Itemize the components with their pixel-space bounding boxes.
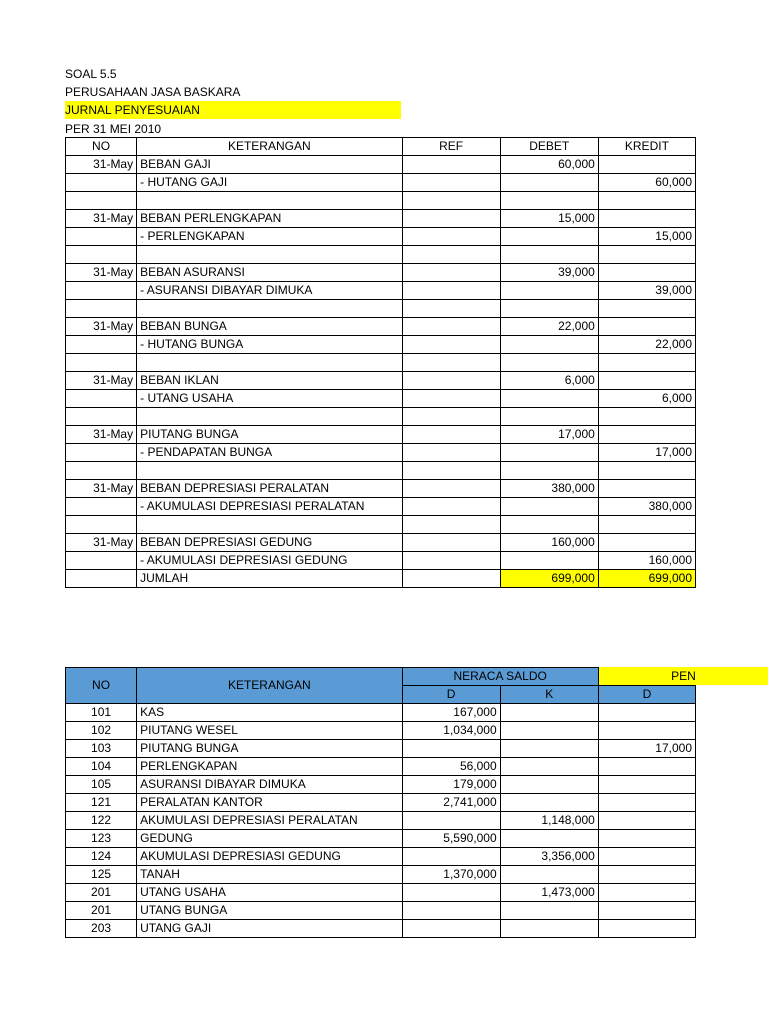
ws-penyesuaian-debit-cell [598, 830, 695, 848]
ws-account-no-cell: 105 [66, 776, 137, 794]
journal-desc-cell: - AKUMULASI DEPRESIASI PERALATAN [137, 498, 402, 516]
ws-neraca-credit-cell: 1,473,000 [500, 884, 598, 902]
journal-credit-cell: 22,000 [598, 336, 695, 354]
ws-penyesuaian-debit-cell [598, 794, 695, 812]
journal-desc-cell: - HUTANG BUNGA [137, 336, 402, 354]
ws-header-keterangan: KETERANGAN [137, 668, 402, 704]
worksheet-row [66, 722, 696, 740]
journal-row [66, 498, 696, 516]
ws-account-no-cell: 122 [66, 812, 137, 830]
col-header-keterangan: KETERANGAN [137, 138, 402, 156]
ws-neraca-debit-cell: 1,370,000 [402, 866, 500, 884]
adjusting-journal-table [65, 137, 696, 588]
journal-desc-cell: - PERLENGKAPAN [137, 228, 402, 246]
ws-neraca-debit-cell: 167,000 [402, 704, 500, 722]
journal-no-cell [66, 444, 137, 462]
ws-account-no-cell: 103 [66, 740, 137, 758]
journal-ref-cell [402, 210, 500, 228]
journal-debit-cell: 39,000 [500, 264, 598, 282]
journal-row [66, 408, 696, 426]
worksheet-row [66, 704, 696, 722]
ws-neraca-credit-cell: 3,356,000 [500, 848, 598, 866]
journal-ref-cell [402, 156, 500, 174]
period-label: PER 31 MEI 2010 [65, 122, 162, 136]
journal-row [66, 174, 696, 192]
journal-no-cell: 31-May [66, 426, 137, 444]
journal-row [66, 426, 696, 444]
journal-debit-cell: 6,000 [500, 372, 598, 390]
col-header-debet: DEBET [500, 138, 598, 156]
journal-row [66, 354, 696, 372]
journal-desc-cell [137, 462, 402, 480]
ws-neraca-credit-cell [500, 866, 598, 884]
ws-account-name-cell: UTANG GAJI [137, 920, 402, 938]
worksheet-row [66, 794, 696, 812]
journal-header-row [66, 138, 696, 156]
ws-header-penyesuaian: PEN [599, 667, 768, 685]
journal-no-cell: 31-May [66, 318, 137, 336]
ws-header-no: NO [66, 668, 137, 704]
journal-no-cell: 31-May [66, 480, 137, 498]
journal-total-row [66, 570, 696, 588]
journal-ref-cell [402, 444, 500, 462]
journal-debit-cell [500, 282, 598, 300]
journal-no-cell [66, 192, 137, 210]
journal-ref-cell [402, 552, 500, 570]
worksheet-row [66, 758, 696, 776]
journal-ref-cell [402, 390, 500, 408]
journal-credit-cell [598, 246, 695, 264]
journal-no-cell [66, 174, 137, 192]
ws-account-name-cell: AKUMULASI DEPRESIASI PERALATAN [137, 812, 402, 830]
ws-header-penyesuaian-d: D [598, 686, 695, 704]
journal-desc-cell: BEBAN DEPRESIASI GEDUNG [137, 534, 402, 552]
ws-header-neraca-d: D [402, 686, 500, 704]
ws-account-name-cell: GEDUNG [137, 830, 402, 848]
journal-ref-cell [402, 480, 500, 498]
journal-debit-cell [500, 228, 598, 246]
journal-no-cell [66, 246, 137, 264]
journal-ref-cell [402, 498, 500, 516]
journal-no-cell: 31-May [66, 210, 137, 228]
journal-row [66, 552, 696, 570]
journal-credit-cell: 6,000 [598, 390, 695, 408]
journal-row [66, 210, 696, 228]
journal-desc-cell: BEBAN BUNGA [137, 318, 402, 336]
ws-neraca-debit-cell [402, 812, 500, 830]
ws-neraca-credit-cell [500, 776, 598, 794]
journal-desc-cell: BEBAN GAJI [137, 156, 402, 174]
journal-no-cell: 31-May [66, 534, 137, 552]
journal-debit-cell: 22,000 [500, 318, 598, 336]
journal-total-credit: 699,000 [598, 570, 695, 588]
ws-neraca-debit-cell [402, 848, 500, 866]
journal-desc-cell [137, 192, 402, 210]
journal-credit-cell [598, 462, 695, 480]
journal-no-cell [66, 228, 137, 246]
ws-neraca-credit-cell [500, 902, 598, 920]
ws-neraca-debit-cell [402, 884, 500, 902]
journal-debit-cell [500, 516, 598, 534]
journal-ref-cell [402, 318, 500, 336]
journal-debit-cell: 60,000 [500, 156, 598, 174]
ws-penyesuaian-debit-cell [598, 848, 695, 866]
journal-credit-cell: 15,000 [598, 228, 695, 246]
worksheet-table [65, 667, 696, 938]
ws-header-neraca-k: K [500, 686, 598, 704]
col-header-no: NO [66, 138, 137, 156]
ws-neraca-credit-cell [500, 758, 598, 776]
journal-ref-cell [402, 228, 500, 246]
worksheet-row [66, 812, 696, 830]
ws-penyesuaian-debit-cell [598, 776, 695, 794]
journal-credit-cell [598, 210, 695, 228]
journal-debit-cell: 17,000 [500, 426, 598, 444]
ws-penyesuaian-debit-cell [598, 704, 695, 722]
journal-row [66, 516, 696, 534]
journal-row [66, 192, 696, 210]
worksheet-row [66, 740, 696, 758]
ws-account-name-cell: PIUTANG WESEL [137, 722, 402, 740]
ws-account-no-cell: 104 [66, 758, 137, 776]
journal-no-cell [66, 462, 137, 480]
journal-credit-cell: 39,000 [598, 282, 695, 300]
ws-neraca-debit-cell: 2,741,000 [402, 794, 500, 812]
journal-row [66, 156, 696, 174]
journal-credit-cell [598, 534, 695, 552]
ws-account-name-cell: PERLENGKAPAN [137, 758, 402, 776]
journal-no-cell [66, 300, 137, 318]
ws-neraca-credit-cell [500, 722, 598, 740]
ws-account-name-cell: UTANG USAHA [137, 884, 402, 902]
ws-account-no-cell: 201 [66, 884, 137, 902]
ws-neraca-credit-cell [500, 830, 598, 848]
journal-ref-cell [402, 408, 500, 426]
ws-neraca-credit-cell [500, 704, 598, 722]
ws-neraca-debit-cell [402, 902, 500, 920]
ws-penyesuaian-debit-cell [598, 812, 695, 830]
ws-account-no-cell: 125 [66, 866, 137, 884]
journal-ref-cell [402, 426, 500, 444]
journal-row [66, 264, 696, 282]
journal-ref-cell [402, 534, 500, 552]
journal-debit-cell: 160,000 [500, 534, 598, 552]
ws-penyesuaian-debit-cell [598, 866, 695, 884]
journal-debit-cell: 15,000 [500, 210, 598, 228]
journal-credit-cell: 17,000 [598, 444, 695, 462]
journal-credit-cell: 60,000 [598, 174, 695, 192]
journal-debit-cell [500, 552, 598, 570]
soal-label: SOAL 5.5 [65, 67, 117, 81]
journal-no-cell [66, 336, 137, 354]
ws-neraca-debit-cell [402, 920, 500, 938]
journal-no-cell [66, 552, 137, 570]
journal-credit-cell [598, 516, 695, 534]
ws-penyesuaian-debit-cell [598, 722, 695, 740]
ws-account-name-cell: PERALATAN KANTOR [137, 794, 402, 812]
journal-credit-cell [598, 300, 695, 318]
journal-ref-cell [402, 462, 500, 480]
journal-debit-cell [500, 354, 598, 372]
journal-desc-cell [137, 354, 402, 372]
journal-desc-cell: - AKUMULASI DEPRESIASI GEDUNG [137, 552, 402, 570]
journal-credit-cell: 160,000 [598, 552, 695, 570]
journal-desc-cell: BEBAN DEPRESIASI PERALATAN [137, 480, 402, 498]
ws-account-no-cell: 124 [66, 848, 137, 866]
ws-penyesuaian-debit-cell [598, 758, 695, 776]
ws-account-name-cell: AKUMULASI DEPRESIASI GEDUNG [137, 848, 402, 866]
ws-account-no-cell: 102 [66, 722, 137, 740]
journal-no-cell: 31-May [66, 372, 137, 390]
ws-account-name-cell: PIUTANG BUNGA [137, 740, 402, 758]
journal-credit-cell: 380,000 [598, 498, 695, 516]
ws-account-name-cell: KAS [137, 704, 402, 722]
journal-no-cell: 31-May [66, 264, 137, 282]
ws-header-neraca-saldo: NERACA SALDO [402, 668, 598, 686]
ws-account-no-cell: 121 [66, 794, 137, 812]
ws-penyesuaian-debit-cell [598, 920, 695, 938]
journal-row [66, 300, 696, 318]
journal-row [66, 228, 696, 246]
journal-desc-cell: - PENDAPATAN BUNGA [137, 444, 402, 462]
journal-credit-cell [598, 372, 695, 390]
journal-debit-cell [500, 444, 598, 462]
journal-desc-cell: - UTANG USAHA [137, 390, 402, 408]
journal-ref-cell [402, 300, 500, 318]
journal-title: JURNAL PENYESUAIAN [65, 101, 401, 119]
ws-neraca-credit-cell [500, 920, 598, 938]
journal-desc-cell [137, 408, 402, 426]
journal-debit-cell [500, 390, 598, 408]
company-name: PERUSAHAAN JASA BASKARA [65, 85, 241, 99]
journal-ref-cell [402, 192, 500, 210]
journal-desc-cell: - HUTANG GAJI [137, 174, 402, 192]
journal-credit-cell [598, 426, 695, 444]
journal-credit-cell [598, 318, 695, 336]
journal-desc-cell [137, 300, 402, 318]
worksheet-row [66, 866, 696, 884]
ws-neraca-debit-cell [402, 740, 500, 758]
journal-row [66, 444, 696, 462]
worksheet-row [66, 830, 696, 848]
ws-penyesuaian-debit-cell [598, 884, 695, 902]
journal-row [66, 480, 696, 498]
worksheet-row [66, 902, 696, 920]
journal-row [66, 282, 696, 300]
ws-neraca-debit-cell: 1,034,000 [402, 722, 500, 740]
journal-ref-cell [402, 174, 500, 192]
journal-desc-cell [137, 246, 402, 264]
journal-credit-cell [598, 156, 695, 174]
journal-credit-cell [598, 480, 695, 498]
journal-desc-cell: - ASURANSI DIBAYAR DIMUKA [137, 282, 402, 300]
journal-debit-cell [500, 300, 598, 318]
worksheet-row [66, 920, 696, 938]
ws-neraca-debit-cell: 56,000 [402, 758, 500, 776]
journal-no-cell: 31-May [66, 156, 137, 174]
ws-neraca-debit-cell: 179,000 [402, 776, 500, 794]
ws-account-name-cell: UTANG BUNGA [137, 902, 402, 920]
journal-debit-cell [500, 408, 598, 426]
journal-row [66, 462, 696, 480]
journal-debit-cell: 380,000 [500, 480, 598, 498]
journal-ref-cell [402, 246, 500, 264]
ws-account-no-cell: 201 [66, 902, 137, 920]
journal-desc-cell: PIUTANG BUNGA [137, 426, 402, 444]
journal-row [66, 372, 696, 390]
col-header-kredit: KREDIT [598, 138, 695, 156]
worksheet-row [66, 848, 696, 866]
journal-credit-cell [598, 264, 695, 282]
journal-no-cell [66, 354, 137, 372]
journal-debit-cell [500, 462, 598, 480]
col-header-ref: REF [402, 138, 500, 156]
journal-total-ref [402, 570, 500, 588]
ws-account-name-cell: TANAH [137, 866, 402, 884]
ws-account-name-cell: ASURANSI DIBAYAR DIMUKA [137, 776, 402, 794]
worksheet-row [66, 884, 696, 902]
journal-desc-cell: BEBAN IKLAN [137, 372, 402, 390]
journal-credit-cell [598, 354, 695, 372]
journal-row [66, 390, 696, 408]
journal-desc-cell: BEBAN ASURANSI [137, 264, 402, 282]
journal-ref-cell [402, 516, 500, 534]
journal-ref-cell [402, 354, 500, 372]
ws-penyesuaian-debit-cell: 17,000 [598, 740, 695, 758]
journal-row [66, 534, 696, 552]
journal-credit-cell [598, 192, 695, 210]
journal-debit-cell [500, 192, 598, 210]
journal-total-label: JUMLAH [137, 570, 402, 588]
ws-neraca-credit-cell: 1,148,000 [500, 812, 598, 830]
journal-debit-cell [500, 174, 598, 192]
journal-debit-cell [500, 498, 598, 516]
ws-neraca-debit-cell: 5,590,000 [402, 830, 500, 848]
journal-no-cell [66, 498, 137, 516]
ws-penyesuaian-debit-cell [598, 902, 695, 920]
journal-ref-cell [402, 264, 500, 282]
journal-credit-cell [598, 408, 695, 426]
worksheet-row [66, 776, 696, 794]
journal-ref-cell [402, 282, 500, 300]
journal-row [66, 336, 696, 354]
journal-no-cell [66, 516, 137, 534]
ws-neraca-credit-cell [500, 740, 598, 758]
journal-no-cell [66, 408, 137, 426]
ws-account-no-cell: 203 [66, 920, 137, 938]
ws-neraca-credit-cell [500, 794, 598, 812]
journal-row [66, 246, 696, 264]
journal-total-debit: 699,000 [500, 570, 598, 588]
journal-debit-cell [500, 336, 598, 354]
journal-debit-cell [500, 246, 598, 264]
journal-total-no [66, 570, 137, 588]
journal-ref-cell [402, 336, 500, 354]
journal-desc-cell: BEBAN PERLENGKAPAN [137, 210, 402, 228]
ws-account-no-cell: 123 [66, 830, 137, 848]
journal-no-cell [66, 282, 137, 300]
journal-no-cell [66, 390, 137, 408]
journal-row [66, 318, 696, 336]
ws-account-no-cell: 101 [66, 704, 137, 722]
journal-desc-cell [137, 516, 402, 534]
journal-ref-cell [402, 372, 500, 390]
